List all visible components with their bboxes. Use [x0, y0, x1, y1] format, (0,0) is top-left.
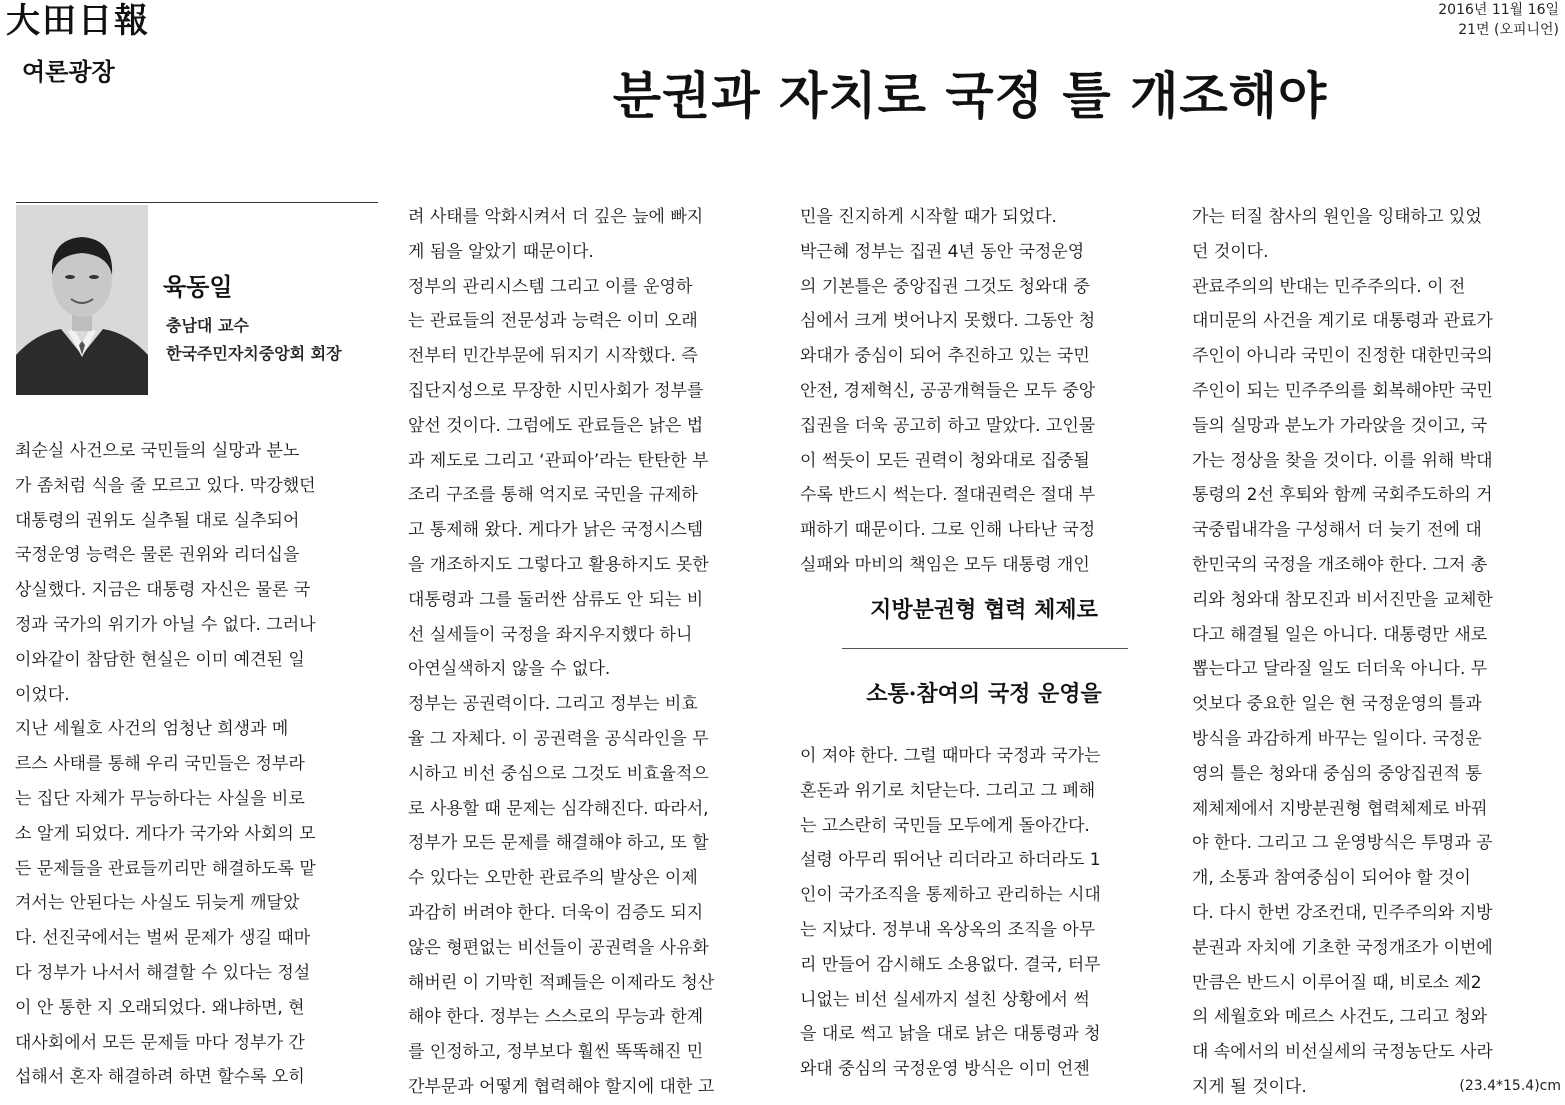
text-line: 과 제도로 그리고 ‘관피아’라는 탄탄한 부: [408, 450, 709, 471]
text-line: 정부가 모든 문제를 해결해야 하고, 또 할: [408, 833, 709, 854]
text-line: 는 지났다. 정부내 옥상옥의 조직을 아무: [800, 919, 1096, 940]
text-line: 만큼은 반드시 이루어질 때, 비로소 제2: [1192, 972, 1482, 993]
text-line: 와대가 중심이 되어 추진하고 있는 국민: [800, 346, 1090, 367]
text-line: 르스 사태를 통해 우리 국민들은 정부라: [15, 754, 305, 775]
text-line: 율 그 자체다. 이 공권력을 공식라인을 무: [408, 728, 709, 749]
page-info: 21면 (오피니언): [1458, 22, 1559, 38]
text-line: 영의 틀은 청와대 중심의 중앙집권적 통: [1192, 763, 1482, 784]
author-byline: [16, 202, 378, 395]
subheading-divider: [842, 648, 1128, 649]
text-line: 대통령의 권위도 실추될 대로 실추되어: [15, 510, 300, 531]
text-line: 선 실세들이 국정을 좌지우지했다 하니: [408, 624, 693, 645]
text-line: 수 있다는 오만한 관료주의 발상은 이제: [408, 868, 698, 889]
article-column-3-bottom: [800, 739, 1168, 1087]
text-line: 다. 선진국에서는 벌써 문제가 생길 때마: [15, 928, 311, 949]
text-line: 집권을 더욱 공고히 하고 말았다. 고인물: [800, 415, 1096, 436]
subheading-1: 지방분권형 협력 체제로: [870, 597, 1098, 623]
text-line: 을 개조하지도 그렇다고 활용하지도 못한: [408, 554, 709, 575]
text-line: 민을 진지하게 시작할 때가 되었다.: [800, 207, 1057, 227]
text-line: 개, 소통과 참여중심이 되어야 할 것이: [1192, 868, 1471, 889]
text-line: 국중립내각을 구성해서 더 늦기 전에 대: [1192, 520, 1482, 541]
text-line: 인이 국가조직을 통제하고 관리하는 시대: [800, 885, 1101, 906]
text-line: 앞선 것이다. 그럼에도 관료들은 낡은 법: [408, 415, 704, 436]
text-line: 심에서 크게 벗어나지 못했다. 그동안 청: [800, 311, 1096, 332]
text-line: 정부의 관리시스템 그리고 이를 운영하: [408, 276, 693, 297]
newspaper-masthead: 大田日報: [6, 1, 150, 41]
text-line: 이와같이 참담한 현실은 이미 예견된 일: [15, 649, 305, 670]
text-line: 과감히 버려야 한다. 더욱이 검증도 되지: [408, 902, 704, 923]
article-column-2: [408, 200, 776, 1105]
text-line: 국정운영 능력은 물론 권위와 리더십을: [15, 545, 300, 566]
text-line: 리와 청와대 참모진과 비서진만을 교체한: [1192, 589, 1493, 610]
text-line: 수록 반드시 썩는다. 절대권력은 절대 부: [800, 485, 1096, 506]
text-line: 대 속에서의 비선실세의 국정농단도 사라: [1192, 1042, 1493, 1063]
text-line: 지난 세월호 사건의 엄청난 희생과 메: [15, 719, 289, 740]
text-line: 겨서는 안된다는 사실도 뒤늦게 깨달았: [15, 893, 300, 914]
text-line: 해야 한다. 정부는 스스로의 무능과 한계: [408, 1007, 704, 1028]
text-line: 설령 아무리 뛰어난 리더라고 하더라도 1: [800, 850, 1101, 871]
size-note: (23.4*15.4)cm: [1459, 1078, 1561, 1094]
text-line: 는 고스란히 국민들 모두에게 돌아간다.: [800, 815, 1090, 836]
text-line: 분권과 자치에 기초한 국정개조가 이번에: [1192, 937, 1493, 958]
article-headline: 분권과 자치로 국정 틀 개조해야: [612, 67, 1328, 125]
text-line: 를 인정하고, 정부보다 훨씬 똑똑해진 민: [408, 1042, 704, 1063]
text-line: 다. 다시 한번 강조컨대, 민주주의와 지방: [1192, 902, 1493, 923]
text-line: 리 만들어 감시해도 소용없다. 결국, 터무: [800, 954, 1101, 975]
text-line: 야 한다. 그리고 그 운영방식은 투명과 공: [1192, 833, 1493, 854]
text-line: 가는 정상을 찾을 것이다. 이를 위해 박대: [1192, 450, 1493, 471]
text-line: 가 좀처럼 식을 줄 모르고 있다. 막강했던: [15, 475, 316, 496]
text-line: 뽑는다고 달라질 일도 더더욱 아니다. 무: [1192, 659, 1488, 680]
author-photo: [16, 205, 148, 395]
text-line: 통령의 2선 후퇴와 함께 국회주도하의 거: [1192, 485, 1493, 506]
text-line: 게 됨을 알았기 때문이다.: [408, 241, 594, 262]
text-line: 정부는 공권력이다. 그리고 정부는 비효: [408, 694, 698, 715]
section-label: 여론광장: [22, 58, 115, 86]
text-line: 해버린 이 기막힌 적폐들은 이제라도 청산: [408, 972, 715, 993]
text-line: 대사회에서 모든 문제들 마다 정부가 간: [15, 1032, 305, 1053]
author-position: 한국주민자치중앙회 회장: [166, 344, 342, 363]
text-line: 는 집단 자체가 무능하다는 사실을 비로: [15, 788, 305, 809]
text-line: 이 썩듯이 모든 권력이 청와대로 집중될: [800, 450, 1090, 471]
text-line: 실패와 마비의 책임은 모두 대통령 개인: [800, 554, 1090, 575]
text-line: 간부문과 어떻게 협력해야 할지에 대한 고: [408, 1076, 715, 1097]
text-line: 대미문의 사건을 계기로 대통령과 관료가: [1192, 311, 1493, 332]
text-line: 조리 구조를 통해 억지로 국민을 규제하: [408, 485, 698, 506]
text-line: 던 것이다.: [1192, 241, 1269, 262]
text-line: 상실했다. 지금은 대통령 자신은 물론 국: [15, 580, 311, 601]
text-line: 박근혜 정부는 집권 4년 동안 국정운영: [800, 241, 1085, 262]
text-line: 을 대로 썩고 낡을 대로 낡은 대통령과 청: [800, 1024, 1101, 1045]
text-line: 안전, 경제혁신, 공공개혁들은 모두 중앙: [800, 380, 1096, 401]
text-line: 가는 터질 참사의 원인을 잉태하고 있었: [1192, 207, 1482, 227]
text-line: 주인이 아니라 국민이 진정한 대한민국의: [1192, 346, 1493, 367]
text-line: 고 통제해 왔다. 게다가 낡은 국정시스템: [408, 520, 704, 541]
text-line: 시하고 비선 중심으로 그것도 비효율적으: [408, 763, 709, 784]
text-line: 엇보다 중요한 일은 현 국정운영의 틀과: [1192, 694, 1482, 715]
text-line: 한민국의 국정을 개조해야 한다. 그저 총: [1192, 554, 1488, 575]
text-line: 이 져야 한다. 그럴 때마다 국정과 국가는: [800, 746, 1101, 766]
text-line: 대통령과 그를 둘러싼 삼류도 안 되는 비: [408, 589, 704, 610]
text-line: 이었다.: [15, 684, 70, 705]
author-name: 육동일: [163, 272, 233, 301]
text-line: 다고 해결될 일은 아니다. 대통령만 새로: [1192, 624, 1488, 645]
article-column-4: [1192, 200, 1560, 1105]
text-line: 와대 중심의 국정운영 방식은 이미 언젠: [800, 1059, 1090, 1080]
text-line: 않은 형편없는 비선들이 공권력을 사유화: [408, 937, 709, 958]
text-line: 니없는 비선 실세까지 설친 상황에서 썩: [800, 989, 1090, 1010]
text-line: 다 정부가 나서서 해결할 수 있다는 정설: [15, 962, 311, 983]
text-line: 지게 될 것이다.: [1192, 1076, 1307, 1097]
subheading-2: 소통·참여의 국정 운영을: [866, 681, 1102, 707]
author-affiliation: 충남대 교수: [166, 316, 249, 335]
text-line: 로 사용할 때 문제는 심각해진다. 따라서,: [408, 798, 709, 819]
article-column-3-top: [800, 200, 1168, 583]
text-line: 집단지성으로 무장한 시민사회가 정부를: [408, 380, 704, 401]
text-line: 관료주의의 반대는 민주주의다. 이 전: [1192, 276, 1466, 297]
text-line: 는 관료들의 전문성과 능력은 이미 오래: [408, 311, 698, 332]
text-line: 방식을 과감하게 바꾸는 일이다. 국정운: [1192, 728, 1482, 749]
text-line: 소 알게 되었다. 게다가 국가와 사회의 모: [15, 823, 316, 844]
text-line: 려 사태를 악화시켜서 더 깊은 늪에 빠지: [408, 207, 704, 227]
text-line: 든 문제들을 관료들끼리만 해결하도록 맡: [15, 858, 316, 879]
text-line: 들의 실망과 분노가 가라앉을 것이고, 국: [1192, 415, 1488, 436]
publication-date: 2016년 11월 16일: [1438, 2, 1559, 18]
text-line: 이 안 통한 지 오래되었다. 왜냐하면, 현: [15, 997, 305, 1018]
text-line: 섭해서 혼자 해결하려 하면 할수록 오히: [15, 1067, 305, 1088]
text-line: 아연실색하지 않을 수 없다.: [408, 659, 611, 680]
text-line: 의 기본틀은 중앙집권 그것도 청와대 중: [800, 276, 1090, 297]
text-line: 전부터 민간부문에 뒤지기 시작했다. 즉: [408, 346, 698, 367]
text-line: 정과 국가의 위기가 아닐 수 없다. 그러나: [15, 614, 316, 635]
text-line: 의 세월호와 메르스 사건도, 그리고 청와: [1192, 1007, 1488, 1028]
text-line: 제체제에서 지방분권형 협력체제로 바꿔: [1192, 798, 1488, 819]
text-line: 혼돈과 위기로 치닫는다. 그리고 그 폐해: [800, 780, 1096, 801]
text-line: 패하기 때문이다. 그로 인해 나타난 국정: [800, 520, 1096, 541]
article-column-1: [15, 434, 383, 1095]
text-line: 최순실 사건으로 국민들의 실망과 분노: [15, 441, 300, 461]
text-line: 주인이 되는 민주주의를 회복해야만 국민: [1192, 380, 1493, 401]
